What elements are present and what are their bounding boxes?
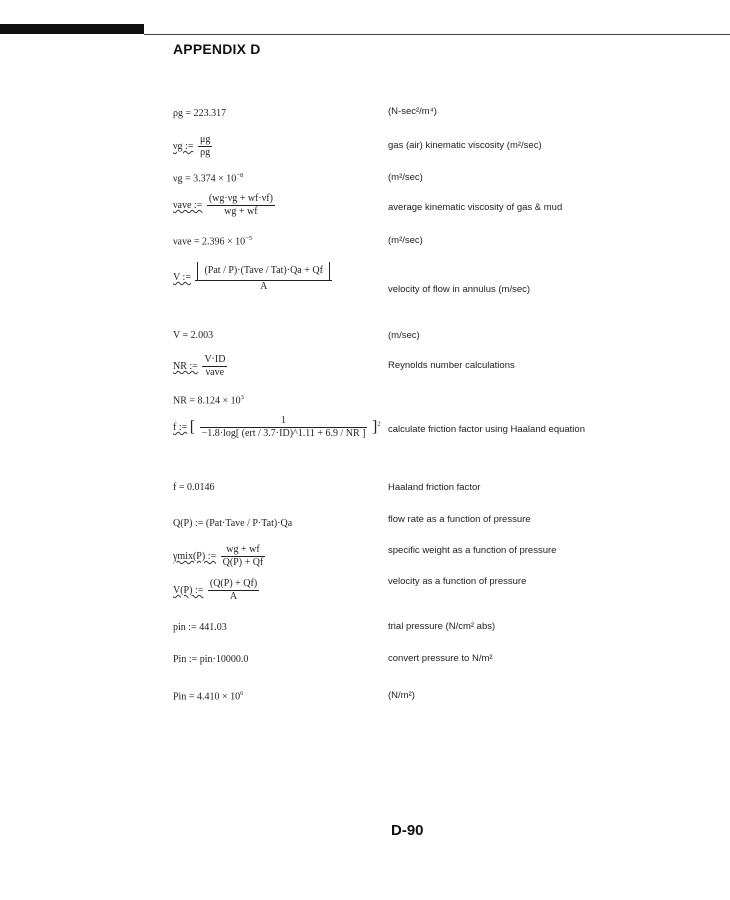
equation-p-in: pin := 441.03 (173, 622, 227, 633)
eq-fraction (207, 193, 275, 218)
eq-exponent: 2 (377, 420, 381, 428)
appendix-header: APPENDIX D (173, 41, 261, 57)
equation-nu-ave-val (173, 235, 252, 247)
eq-fraction (221, 544, 266, 569)
eq-denominator: A (260, 281, 268, 292)
desc-f-val: Haaland friction factor (388, 482, 481, 493)
eq-denominator: A (229, 591, 238, 602)
equation-p-in-val (173, 690, 243, 702)
eq-numerator (195, 262, 331, 281)
desc-v-def: velocity of flow in annulus (m/sec) (388, 284, 531, 295)
equation-nu-ave-def (173, 193, 277, 218)
eq-numerator: 1 (200, 415, 368, 428)
eq-denominator: wg + wf (224, 206, 258, 217)
eq-value: νave = 2.396 × 10 (173, 236, 246, 248)
equation-nr-def (173, 354, 229, 379)
eq-lhs: f := (173, 421, 188, 433)
eq-exponent: −5 (245, 235, 253, 242)
equation-rho-g: ρg = 223.317 (173, 108, 227, 119)
eq-denominator: ρg (200, 147, 211, 158)
desc-gamma-def: specific weight as a function of pressure (388, 545, 557, 556)
equation-vp-def (173, 578, 261, 603)
equation-nu-g-val (173, 172, 243, 184)
eq-lhs: V := (173, 271, 191, 283)
eq-numerator: wg + wf (221, 544, 266, 557)
equation-gamma-def (173, 544, 267, 569)
equation-f-val: f = 0.0146 (173, 482, 215, 493)
eq-numerator: V·ID (204, 354, 226, 365)
eq-value: νg = 3.374 × 10 (173, 173, 237, 185)
eq-lhs: νg := (173, 140, 194, 152)
page-number: D-90 (391, 822, 424, 839)
eq-right-bracket: ] (371, 418, 378, 436)
eq-lhs: NR := (173, 360, 198, 372)
desc-vp-def: velocity as a function of pressure (388, 576, 527, 587)
eq-lhs: γmix(P) := (173, 550, 217, 562)
desc-nu-g-val: (m²/sec) (388, 172, 423, 183)
equation-nu-g-def (173, 134, 214, 159)
eq-left-bracket: [ (189, 418, 196, 436)
eq-exponent: −8 (236, 172, 244, 179)
equation-f-def (173, 415, 381, 440)
equation-p-in-conv: Pin := pin·10000.0 (173, 654, 249, 665)
desc-p-in-val: (N/m²) (388, 690, 415, 701)
eq-fraction (208, 578, 259, 603)
desc-nu-ave-val: (m²/sec) (388, 235, 423, 246)
eq-value: Pin = 4.410 × 10 (173, 691, 241, 703)
eq-bracket: (Pat / P)·(Tave / Tat)·Qa + Qf (197, 262, 329, 280)
eq-fraction (195, 262, 331, 293)
eq-denominator: −1.8·log[ (ert / 3.7·ID)^1.11 + 6.9 / NR ] (201, 428, 366, 439)
eq-exponent: 6 (240, 690, 244, 697)
desc-p-in: trial pressure (N/cm² abs) (388, 621, 496, 632)
equation-v-val: V = 2.003 (173, 330, 214, 341)
eq-fraction (200, 415, 368, 440)
eq-lhs: V(P) := (173, 584, 204, 596)
desc-rho-g: (N-sec²/m⁴) (388, 106, 437, 117)
header-bar (0, 24, 144, 34)
desc-f-def: calculate friction factor using Haaland equation (388, 424, 585, 435)
desc-nu-g-def: gas (air) kinematic viscosity (m²/sec) (388, 140, 542, 151)
eq-numerator: (wg·νg + wf·νf) (208, 193, 273, 204)
desc-nr-def: Reynolds number calculations (388, 360, 515, 371)
equation-q-def: Q(P) := (Pat·Tave / P·Tat)·Qa (173, 518, 293, 529)
eq-fraction (198, 134, 212, 159)
eq-denominator: νave (205, 367, 225, 378)
equation-v-def (173, 262, 334, 293)
eq-denominator: Q(P) + Qf (222, 557, 264, 568)
eq-value: NR = 8.124 × 10 (173, 395, 241, 407)
desc-q-def: flow rate as a function of pressure (388, 514, 531, 525)
desc-v-val: (m/sec) (388, 330, 420, 341)
eq-numerator: (Q(P) + Qf) (209, 578, 258, 589)
eq-fraction (202, 354, 227, 379)
desc-nu-ave-def: average kinematic viscosity of gas & mud (388, 202, 563, 213)
eq-lhs: νave := (173, 199, 203, 211)
desc-p-in-conv: convert pressure to N/m² (388, 653, 493, 664)
eq-numerator: μg (199, 134, 211, 145)
equation-nr-val (173, 394, 244, 406)
eq-exponent: 3 (240, 394, 244, 401)
header-rule (144, 34, 730, 35)
